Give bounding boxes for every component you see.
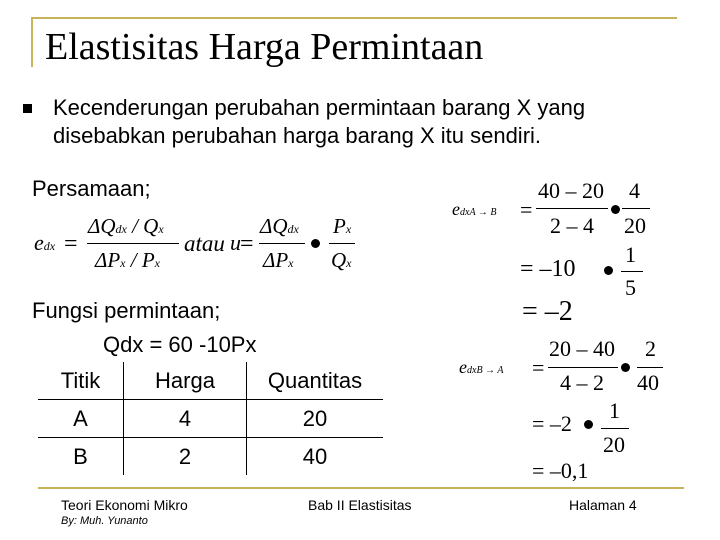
- calc-a-frac2-denominator: 20: [624, 213, 646, 238]
- calc-a-frac1-denominator: 2 – 4: [550, 213, 594, 238]
- footer-center: Bab II Elastisitas: [308, 497, 412, 513]
- formula-frac3-bar: [329, 243, 355, 244]
- formula-multiply-dot: [311, 239, 320, 248]
- calc-a-label: edxA → B: [452, 199, 497, 219]
- formula-frac2-bar: [259, 243, 305, 244]
- calc-b-multiply-dot: [621, 363, 630, 372]
- formula-frac1-numerator: ΔQdx / Qx: [88, 214, 164, 238]
- calc-b-equals: =: [532, 355, 545, 380]
- calc-a-frac3-denominator: 5: [625, 275, 636, 300]
- calc-b-frac2-denominator: 40: [637, 370, 659, 395]
- formula-u: u: [230, 230, 241, 255]
- formula-atau: atau: [184, 231, 225, 256]
- table-row: [38, 400, 383, 438]
- table-cell: B: [38, 438, 124, 476]
- calc-a-frac2-numerator: 4: [629, 178, 640, 203]
- formula-u-equals: =: [240, 231, 254, 257]
- calc-a-result: = –2: [522, 296, 573, 327]
- calc-a-line2: = –10: [520, 256, 576, 282]
- fungsi-label: Fungsi permintaan;: [32, 298, 221, 323]
- persamaan-label: Persamaan;: [32, 176, 151, 201]
- footer-left: Teori Ekonomi Mikro: [61, 497, 188, 513]
- calc-a-frac3-numerator: 1: [625, 242, 636, 267]
- footer-credit: By: Muh. Yunanto: [61, 515, 148, 527]
- formula-frac2-denominator: ΔPx: [263, 248, 294, 272]
- calc-a-equals: =: [520, 197, 533, 222]
- table-header-row: [38, 362, 383, 400]
- calc-b-line2: = –2: [532, 411, 572, 436]
- calc-a-frac3-bar: [621, 271, 643, 272]
- calc-b-label: edxB → A: [459, 357, 504, 377]
- table-header-cell: Quantitas: [247, 362, 384, 400]
- table-cell: A: [38, 400, 124, 438]
- calc-b-frac1-numerator: 20 – 40: [549, 336, 615, 361]
- formula-frac3-numerator: Px: [333, 214, 352, 238]
- formula-lhs: edx: [34, 230, 56, 255]
- formula-frac2-numerator: ΔQdx: [260, 214, 299, 238]
- calc-a-frac1-numerator: 40 – 20: [538, 178, 604, 203]
- table-row: [38, 438, 383, 476]
- formula-frac1-denominator: ΔPx / Px: [95, 248, 160, 272]
- fungsi-equation: Qdx = 60 -10Px: [103, 332, 257, 357]
- calc-b-frac3-numerator: 1: [609, 398, 620, 423]
- calc-a-frac1-bar: [536, 208, 608, 209]
- frame-top-line: [31, 17, 677, 19]
- calc-b-result: = –0,1: [532, 458, 589, 483]
- calc-a-frac2-bar: [622, 208, 650, 209]
- bullet-text: Kecenderungan perubahan permintaan barang X yang disebabkan perubahan harga barang X itu sendiri.: [53, 95, 586, 148]
- calc-b-frac2-bar: [637, 367, 663, 368]
- calc-b-frac3-denominator: 20: [603, 432, 625, 457]
- table-header-cell: Harga: [124, 362, 247, 400]
- table-cell: 2: [124, 438, 247, 476]
- table-header-cell: Titik: [38, 362, 124, 400]
- formula-frac1-bar: [87, 243, 179, 244]
- calc-b-frac1-bar: [548, 367, 618, 368]
- table-cell: 20: [302, 405, 328, 431]
- calc-b-frac1-denominator: 4 – 2: [560, 370, 604, 395]
- table-cell: 40: [247, 438, 384, 476]
- calc-b-frac2-numerator: 2: [645, 336, 656, 361]
- frame-bottom-line: [38, 487, 684, 489]
- calc-b-multiply-dot-2: [584, 420, 593, 429]
- price-quantity-table: [38, 362, 383, 475]
- formula-equals: =: [64, 231, 78, 257]
- calc-b-frac3-bar: [601, 428, 629, 429]
- footer-page-number: Halaman 4: [569, 497, 637, 513]
- slide-title: Elastisitas Harga Permintaan: [45, 26, 484, 68]
- formula-frac3-denominator: Qx: [331, 248, 352, 272]
- frame-left-line: [31, 17, 33, 67]
- calc-a-multiply-dot-2: [604, 266, 613, 275]
- calc-a-multiply-dot: [611, 205, 620, 214]
- bullet-square-icon: [23, 104, 32, 113]
- table-cell: 4: [124, 400, 247, 438]
